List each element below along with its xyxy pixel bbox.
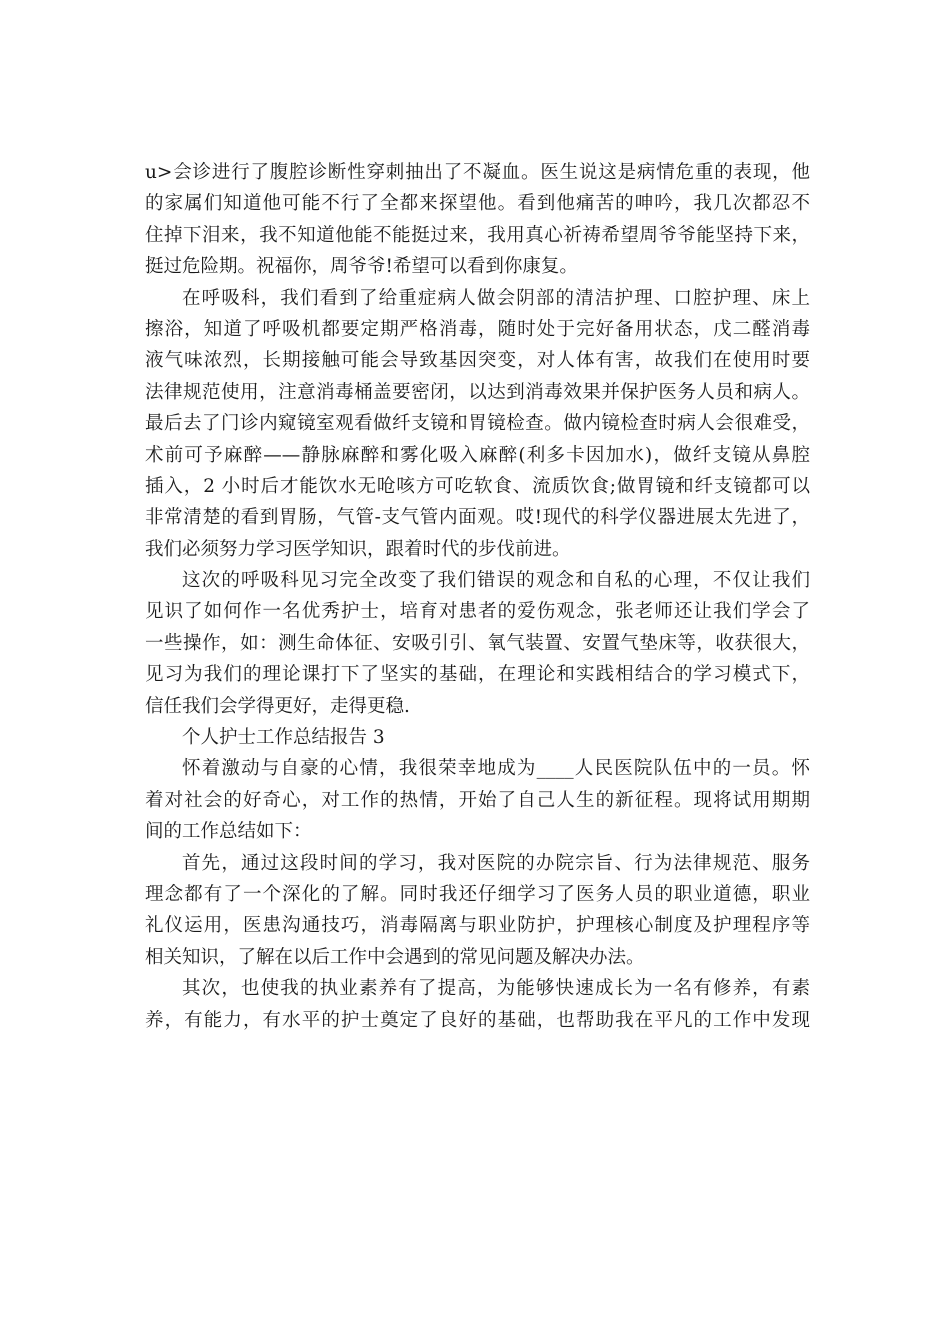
- document-body: [145, 157, 810, 1036]
- text-line: 礼仪运用，医患沟通技巧，消毒隔离与职业防护，护理核心制度及护理程序等: [145, 915, 810, 937]
- text-line: 插入，2 小时后才能饮水无呛咳方可吃软食、流质饮食;做胃镜和纤支镜都可以: [145, 475, 810, 497]
- paragraph: [145, 565, 810, 722]
- text-line: 个人护士工作总结报告 3: [182, 727, 385, 749]
- text-line: 术前可予麻醉——静脉麻醉和雾化吸入麻醉(利多卡因加水)，做纤支镜从鼻腔: [145, 444, 810, 466]
- text-line: 相关知识，了解在以后工作中会遇到的常见问题及解决办法。: [145, 946, 645, 968]
- paragraph: [145, 973, 810, 1036]
- text-line: 擦浴，知道了呼吸机都要定期严格消毒，随时处于完好备用状态，戊二醛消毒: [145, 318, 810, 340]
- text-line: 最后去了门诊内窥镜室观看做纤支镜和胃镜检查。做内镜检查时病人会很难受，: [145, 413, 810, 435]
- text-line: 的家属们知道他可能不行了全都来探望他。看到他痛苦的呻吟，我几次都忍不: [145, 193, 810, 215]
- paragraph: [145, 157, 810, 283]
- text-line: 见习为我们的理论课打下了坚实的基础，在理论和实践相结合的学习模式下，: [145, 664, 810, 686]
- text-line: 液气味浓烈，长期接触可能会导致基因突变，对人体有害，故我们在使用时要: [145, 350, 810, 372]
- paragraph: [145, 753, 810, 847]
- text-line: 在呼吸科，我们看到了给重症病人做会阴部的清洁护理、口腔护理、床上: [182, 287, 810, 309]
- text-line: 理念都有了一个深化的了解。同时我还仔细学习了医务人员的职业道德，职业: [145, 883, 810, 905]
- paragraph: [145, 722, 810, 753]
- text-line: 非常清楚的看到胃肠，气管-支气管内面观。哎!现代的科学仪器进展太先进了，: [145, 507, 810, 529]
- text-line: 信任我们会学得更好，走得更稳.: [145, 695, 410, 717]
- text-line: 间的工作总结如下：: [145, 821, 312, 843]
- text-line: 一些操作，如：测生命体征、安吸引引、氧气装置、安置气垫床等，收获很大，: [145, 632, 810, 654]
- text-line: 其次，也使我的执业素养有了提高，为能够快速成长为一名有修养，有素: [182, 978, 810, 1000]
- text-line: 我们必须努力学习医学知识，跟着时代的步伐前进。: [145, 538, 571, 560]
- text-line: 法律规范使用，注意消毒桶盖要密闭，以达到消毒效果并保护医务人员和病人。: [145, 381, 810, 403]
- text-line: 首先，通过这段时间的学习，我对医院的办院宗旨、行为法律规范、服务: [182, 852, 810, 874]
- text-line: 着对社会的好奇心，对工作的热情，开始了自己人生的新征程。现将试用期期: [145, 789, 810, 811]
- text-line: 养，有能力，有水平的护士奠定了良好的基础，也帮助我在平凡的工作中发现: [145, 1009, 810, 1031]
- text-line: 住掉下泪来，我不知道他能不能挺过来，我用真心祈祷希望周爷爷能坚持下来，: [145, 224, 810, 246]
- text-line: 怀着激动与自豪的心情，我很荣幸地成为____人民医院队伍中的一员。怀: [182, 758, 810, 780]
- text-line: u>会诊进行了腹腔诊断性穿刺抽出了不凝血。医生说这是病情危重的表现，他: [145, 162, 810, 183]
- text-line: 挺过危险期。祝福你，周爷爷!希望可以看到你康复。: [145, 256, 578, 278]
- paragraph: [145, 283, 810, 566]
- paragraph: [145, 848, 810, 974]
- text-line: 见识了如何作一名优秀护士，培育对患者的爱伤观念，张老师还让我们学会了: [145, 601, 810, 623]
- text-line: 这次的呼吸科见习完全改变了我们错误的观念和自私的心理，不仅让我们: [182, 570, 810, 592]
